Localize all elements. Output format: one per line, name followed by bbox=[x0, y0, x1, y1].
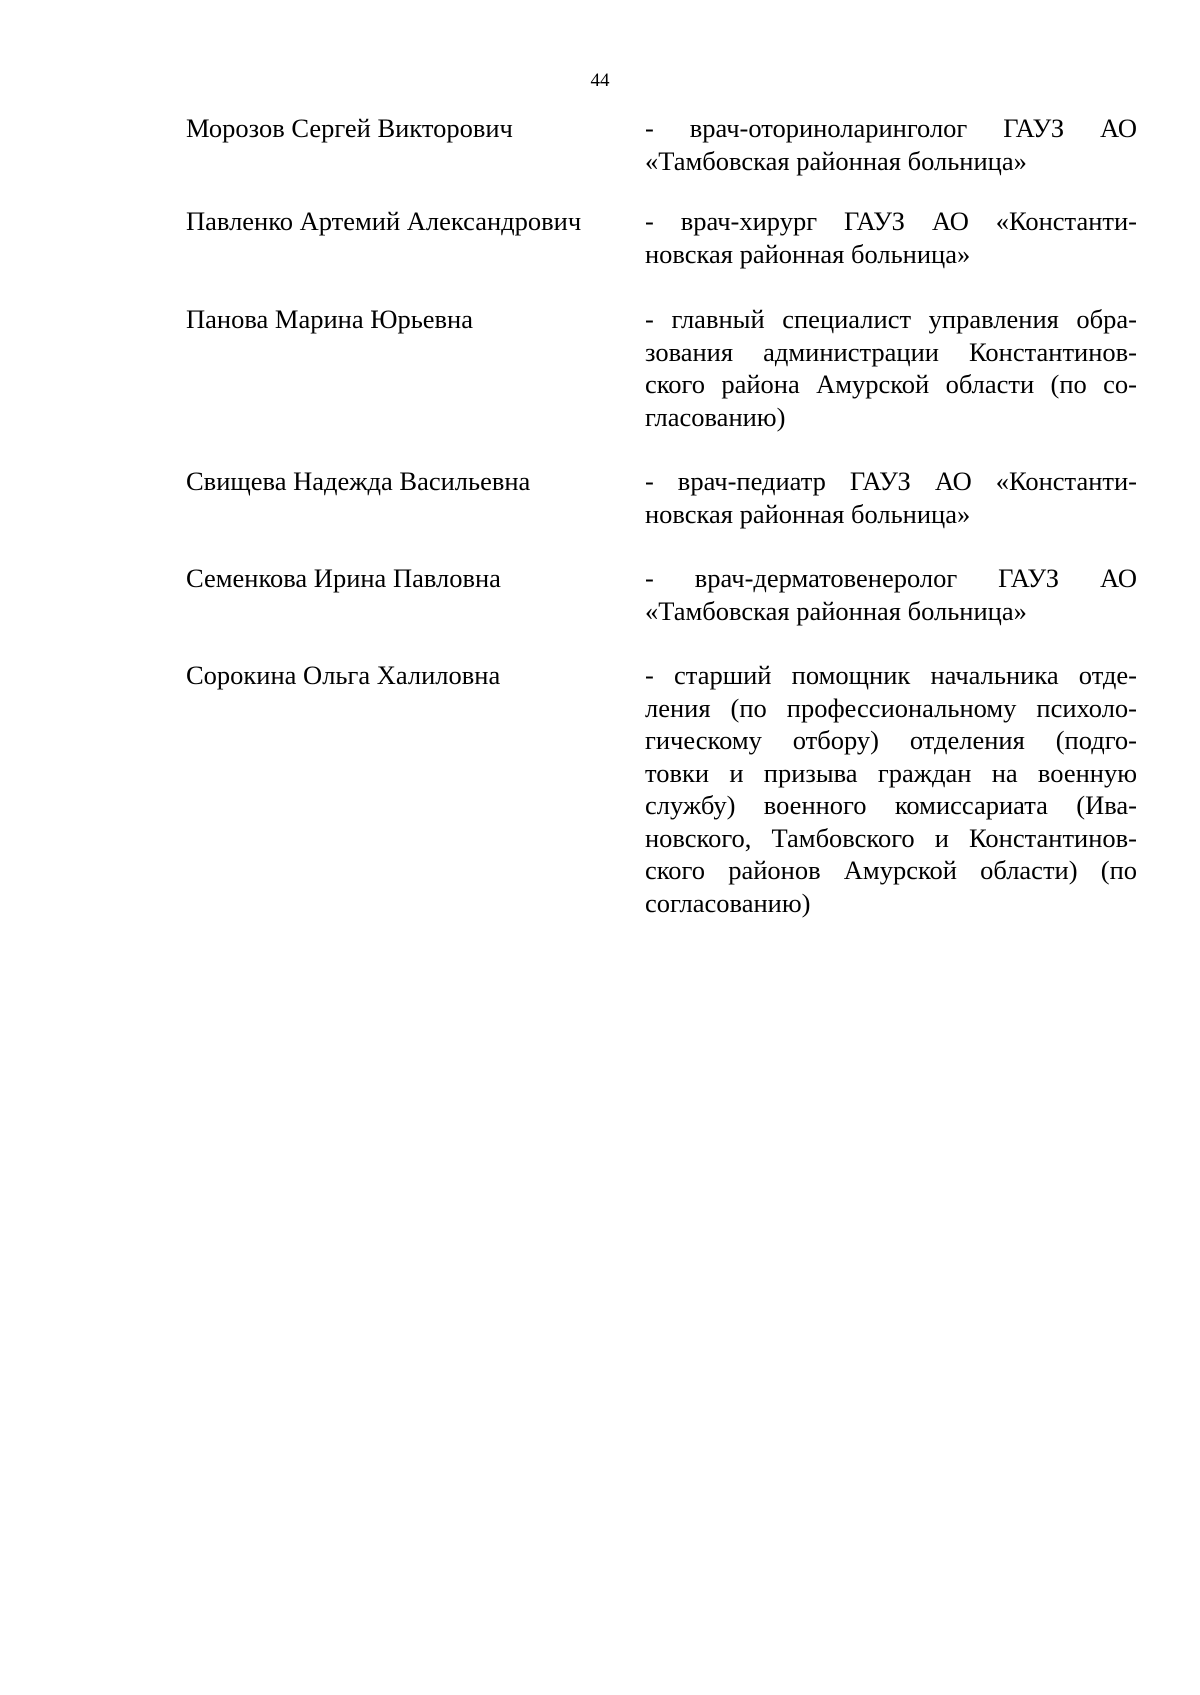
member-position bbox=[645, 659, 1137, 919]
position-line: ского районов Амурской области) (по bbox=[645, 855, 1137, 885]
position-line: ского района Амурской области (по со- bbox=[645, 369, 1137, 399]
position-line: новская районная больница» bbox=[645, 238, 971, 269]
member-position bbox=[645, 562, 1137, 627]
member-name: Свищева Надежда Васильевна bbox=[186, 466, 531, 496]
member-position bbox=[645, 465, 1137, 530]
position-line: товки и призыва граждан на военную bbox=[645, 757, 1137, 788]
position-line: ления (по профессиональному психоло- bbox=[645, 692, 1137, 723]
position-line: новская районная больница» bbox=[645, 498, 971, 529]
position-line: гическому отбору) отделения (подго- bbox=[645, 725, 1137, 755]
position-line: «Тамбовская районная больница» bbox=[645, 595, 1027, 626]
member-name: Семенкова Ирина Павловна bbox=[186, 563, 501, 593]
position-line: - врач-педиатр ГАУЗ АО «Константи- bbox=[645, 466, 1137, 496]
position-line: - врач-оториноларинголог ГАУЗ АО bbox=[645, 113, 1137, 143]
position-line: - главный специалист управления обра- bbox=[645, 304, 1137, 334]
position-line: - старший помощник начальника отде- bbox=[645, 660, 1137, 690]
position-line: «Тамбовская районная больница» bbox=[645, 145, 1027, 176]
position-line: новского, Тамбовского и Константинов- bbox=[645, 822, 1137, 853]
position-line: гласованию) bbox=[645, 401, 786, 432]
member-position bbox=[645, 112, 1137, 177]
member-name: Павленко Артемий Александрович bbox=[186, 206, 582, 236]
member-position bbox=[645, 205, 1137, 270]
position-line: - врач-хирург ГАУЗ АО «Константи- bbox=[645, 206, 1137, 236]
position-line: - врач-дерматовенеролог ГАУЗ АО bbox=[645, 563, 1137, 593]
member-position bbox=[645, 303, 1137, 433]
position-line: зования администрации Константинов- bbox=[645, 336, 1137, 367]
member-name: Панова Марина Юрьевна bbox=[186, 304, 473, 334]
position-line: согласованию) bbox=[645, 887, 811, 918]
member-name: Морозов Сергей Викторович bbox=[186, 113, 513, 143]
page-number: 44 bbox=[590, 70, 610, 91]
position-line: службу) военного комиссариата (Ива- bbox=[645, 790, 1137, 820]
member-name: Сорокина Ольга Халиловна bbox=[186, 660, 501, 690]
